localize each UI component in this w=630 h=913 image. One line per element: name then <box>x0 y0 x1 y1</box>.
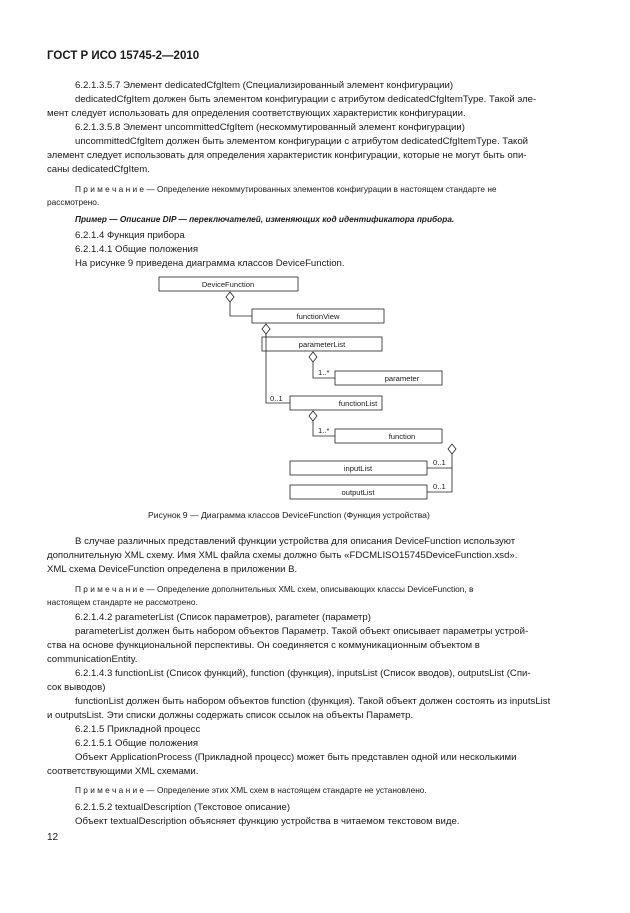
paragraph-line: communicationEntity. <box>47 654 138 665</box>
section-heading: 6.2.1.4.2 parameterList (Список параметров), parameter (параметр) <box>75 612 371 623</box>
paragraph-line: uncommittedCfgItem должен быть элементом конфигурации с атрибутом dedicatedCfgItemType. Такой <box>75 136 529 147</box>
paragraph-line: соответствующими XML схемами. <box>47 766 199 777</box>
class-label: functionView <box>296 312 340 321</box>
multiplicity-label: 1..* <box>318 426 330 435</box>
note-line: П р и м е ч а н и е — Определение этих XML схем в настоящем стандарте не установлено. <box>75 785 427 795</box>
paragraph-line: В случае различных представлений функции устройства для описания DeviceFunction используют <box>75 536 516 547</box>
connector-device-to-view <box>230 302 252 316</box>
page-number: 12 <box>47 832 59 843</box>
paragraph-line: Объект textualDescription объясняет функцию устройства в читаемом текстовом виде. <box>75 816 460 827</box>
paragraph-line: parameterList должен быть набором объектов Параметр. Такой объект описывает параметры устрой- <box>75 626 529 637</box>
section-heading: сок выводов) <box>47 682 106 693</box>
class-label: parameter <box>384 374 420 383</box>
paragraph-line: дополнительную XML схему. Имя XML файла схемы должно быть «FDCMLISO15745DeviceFunction.xsd». <box>47 550 518 561</box>
paragraph-line: ства на основе функциональной перспективы. Он соединяется с коммуникационным объектом в <box>47 640 480 651</box>
multiplicity-label: 0..1 <box>433 482 446 491</box>
paragraph-line: На рисунке 9 приведена диаграмма классов DeviceFunction. <box>75 258 345 269</box>
section-heading: 6.2.1.4.1 Общие положения <box>75 244 199 255</box>
paragraph-line: мент следует использовать для определения соответствующих характеристик конфигурации. <box>47 108 466 119</box>
class-label: DeviceFunction <box>201 280 255 289</box>
note-line: П р и м е ч а н и е — Определение дополнительных XML схем, описывающих классы DeviceFunction, в <box>75 584 474 594</box>
example-line: Пример — Описание DIP — переключателей, изменяющих код идентификатора прибора. <box>75 214 455 224</box>
class-label: functionList <box>338 399 378 408</box>
section-heading: 6.2.1.4 Функция прибора <box>75 230 185 241</box>
section-heading: 6.2.1.5.1 Общие положения <box>75 738 199 749</box>
class-label: inputList <box>343 464 373 473</box>
paragraph-line: и outputsList. Эти списки должны содержать список ссылок на объекты Параметр. <box>47 710 414 721</box>
multiplicity-label: 0..1 <box>270 394 283 403</box>
note-line: рассмотрено. <box>47 197 100 207</box>
note-line: настоящем стандарте не рассмотрено. <box>47 597 198 607</box>
paragraph-line: Объект ApplicationProcess (Прикладной процесс) может быть представлен одной или несколькими <box>75 752 517 763</box>
aggregation-diamond-device-function <box>226 292 234 302</box>
aggregation-diamond-function-list <box>309 411 317 421</box>
paragraph-line: элемент следует использовать для определения характеристик конфигурации, которые не могут быть опи- <box>47 150 527 161</box>
paragraph-line: dedicatedCfgItem должен быть элементом конфигурации с атрибутом dedicatedCfgItemType. Такой эле- <box>75 94 537 105</box>
multiplicity-label: 0..1 <box>433 458 446 467</box>
multiplicity-label: 1..* <box>318 368 330 377</box>
note-line: П р и м е ч а н и е — Определение некоммутированных элементов конфигурации в настоящем стандарте не <box>75 184 497 194</box>
paragraph-line: functionList должен быть набором объектов function (функция). Такой объект должен состоять из inputsList <box>75 696 551 707</box>
paragraph-line: XML схема DeviceFunction определена в приложении В. <box>47 564 298 575</box>
figure-caption: Рисунок 9 — Диаграмма классов DeviceFunction (Функция устройства) <box>148 510 430 520</box>
document-header: ГОСТ Р ИСО 15745-2—2010 <box>47 50 200 62</box>
aggregation-diamond-function-view <box>262 324 270 334</box>
paragraph-heading: 6.2.1.3.5.7 Элемент dedicatedCfgItem (Специализированный элемент конфигурации) <box>75 80 454 91</box>
section-heading: 6.2.1.4.3 functionList (Список функций), function (функция), inputsList (Список вводов), outputsList (Спи- <box>75 668 531 679</box>
class-label: outputList <box>341 488 375 497</box>
section-heading: 6.2.1.5 Прикладной процесс <box>75 724 201 735</box>
aggregation-diamond-parameter-list <box>309 352 317 362</box>
section-heading: 6.2.1.5.2 textualDescription (Текстовое описание) <box>75 802 291 813</box>
class-label: function <box>388 432 416 441</box>
connector-view-to-function-list <box>266 334 290 403</box>
paragraph-line: саны dedicatedCfgItem. <box>47 164 150 175</box>
aggregation-diamond-function <box>448 444 456 454</box>
class-label: parameterList <box>298 340 346 349</box>
paragraph-heading: 6.2.1.3.5.8 Элемент uncommittedCfgItem (нескоммутированный элемент конфигурации) <box>75 122 465 133</box>
